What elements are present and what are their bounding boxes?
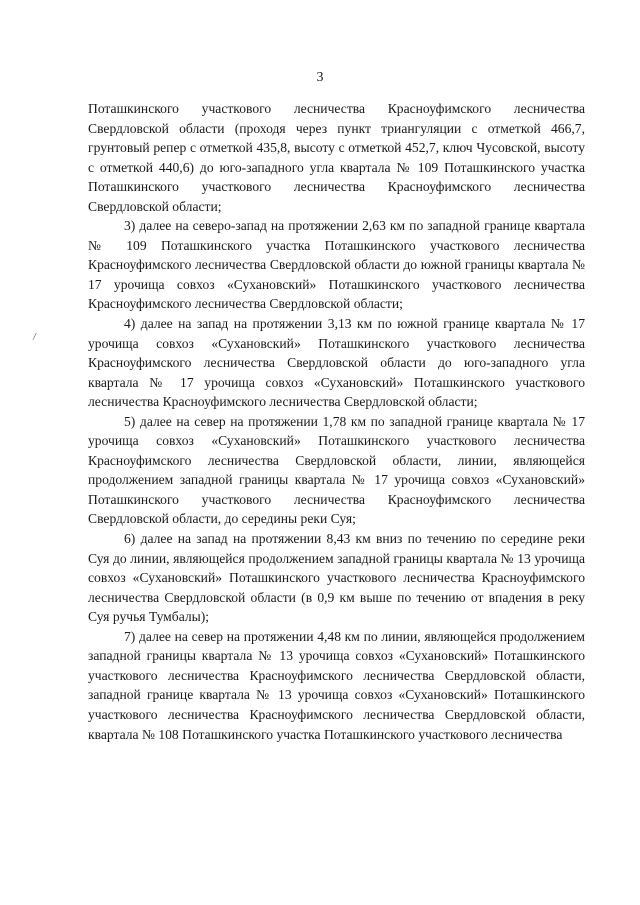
paragraph-continuation: Поташкинского участкового лесничества Красноуфимского лесничества Свердловской области (проходя через пункт триангуляции с отметкой 466,7, грунтовый репер с отметкой 435,8, высоту с отметкой 452,7, ключ Чусовской, высоту с отметкой 440,6) до юго-западного угла квартала № 109 Поташкинского участка Поташкинского участкового лесничества Красноуфимского лесничества Свердловской области; xyxy=(88,101,585,214)
paragraph-item-7: 7) далее на север на протяжении 4,48 км по линии, являющейся продолжением западной границы квартала № 13 урочища совхоз «Сухановский» Поташкинского участкового лесничества Красноуфимского лесничества Свердловской области, западной границе квартала № 13 урочища совхоз «Сухановский» Поташкинского участкового лесничества Красноуфимского лесничества Свердловской области, квартала № 108 Поташкинского участка Поташкинского участкового лесничества xyxy=(88,628,585,742)
paragraph-item-5: 5) далее на север на протяжении 1,78 км по западной границе квартала № 17 урочища совхоз «Сухановский» Поташкинского участкового лесничества Красноуфимского лесничества Свердловской области, линии, являющейся продолжением западной границы квартала № 17 урочища совхоз «Сухановский» Поташкинского участкового лесничества Красноуфимского лесничества Свердловской области, до середины реки Суя; xyxy=(88,413,585,527)
body-text xyxy=(88,99,585,744)
paragraph-item-3: 3) далее на северо-запад на протяжении 2,63 км по западной границе квартала № 109 Поташкинского участка Поташкинского участкового лесничества Красноуфимского лесничества Свердловской области до южной границы квартала № 17 урочища совхоз «Сухановский» Поташкинского участкового лесничества Красноуфимского лесничества Свердловской области; xyxy=(88,218,585,312)
paragraph-item-6: 6) далее на запад на протяжении 8,43 км вниз по течению по середине реки Суя до линии, являющейся продолжением западной границы квартала № 13 урочища совхоз «Сухановский» Поташкинского участкового лесничества Красноуфимского лесничества Свердловской области (в 0,9 км выше по течению от впадения в реку Суя ручья Тумбалы); xyxy=(88,531,585,625)
page-number: 3 xyxy=(316,70,324,85)
paragraph-item-4: 4) далее на запад на протяжении 3,13 км по южной границе квартала № 17 урочища совхоз «Сухановский» Поташкинского участкового лесничества Красноуфимского лесничества Свердловской области до юго-западного угла квартала № 17 урочища совхоз «Сухановский» Поташкинского участкового лесничества Красноуфимского лесничества Свердловской области; xyxy=(88,316,585,410)
margin-pencil-mark: / xyxy=(32,330,37,344)
